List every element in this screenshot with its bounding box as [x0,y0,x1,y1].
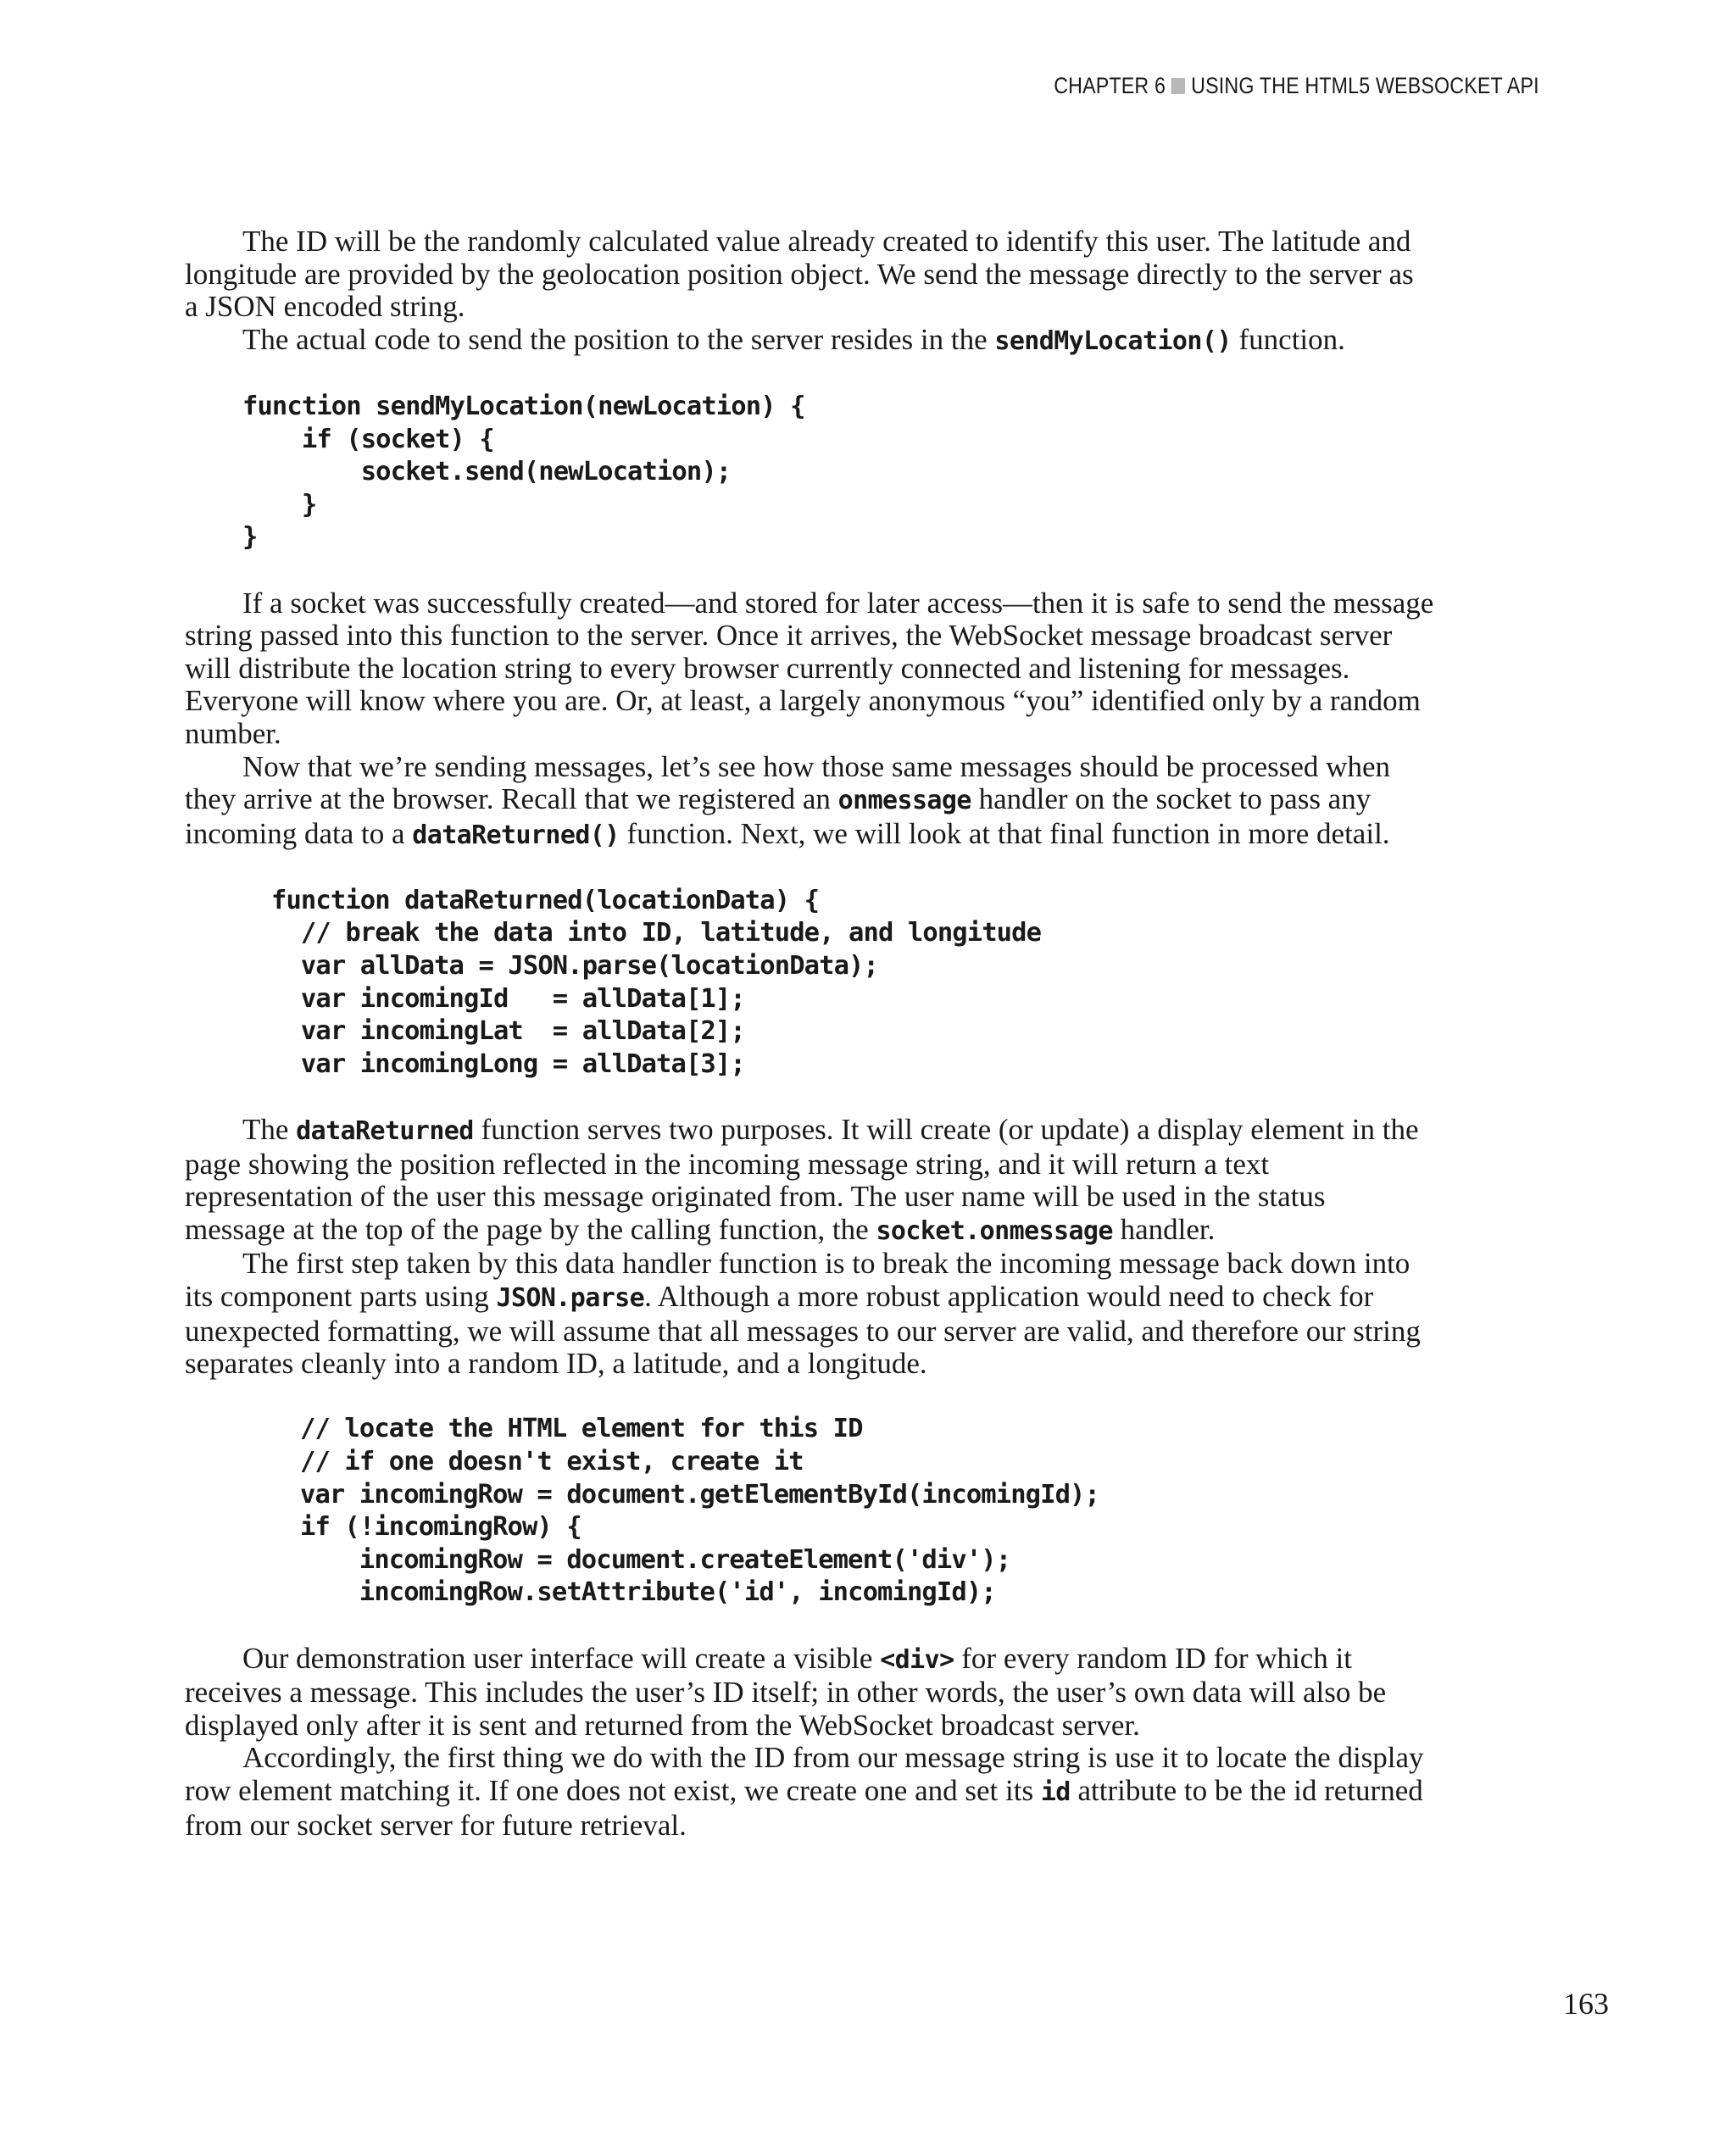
paragraph-accordingly-line3: from our socket server for future retrieval. [185,1808,687,1842]
code-line: // if one doesn't exist, create it [300,1446,804,1476]
paragraph-socket-created-line4: Everyone will know where you are. Or, at least, a largely anonymous “you” identified only by a random [185,684,1421,718]
paragraph-socket-created-line5: number. [185,716,281,750]
paragraph-socket-created-line2: string passed into this function to the server. Once it arrives, the WebSocket message broadcast server [185,619,1393,653]
code-line: incomingRow = document.createElement('div'); [300,1544,1011,1575]
chapter-label: CHAPTER 6 [1054,73,1166,98]
inline-code-dataReturned-fn: dataReturned [296,1116,474,1147]
inline-code-sendMyLocation: sendMyLocation() [994,325,1232,356]
paragraph-demo-ui-line3: displayed only after it is sent and returned from the WebSocket broadcast server. [185,1708,1140,1742]
paragraph-processing: Now that we’re sending messages, let’s see how those same messages should be processed when [242,749,1390,783]
code-block-send [242,391,1541,554]
code-line: var incomingRow = document.getElementById(incomingId); [300,1479,1099,1510]
inline-code-dataReturned: dataReturned() [412,820,620,850]
paragraph-id-explanation: The ID will be the randomly calculated value already created to identify this user. The latitude and [242,225,1411,258]
chapter-title: USING THE HTML5 WEBSOCKET API [1191,73,1539,98]
code-line: // locate the HTML element for this ID [300,1414,863,1444]
inline-code-json-parse: JSON.parse [496,1283,645,1313]
paragraph-two-purposes-line2: page showing the position reflected in the incoming message string, and it will return a text [185,1147,1270,1181]
paragraph-demo-ui: Our demonstration user interface will create a visible <div> for every random ID for which it [242,1641,1352,1675]
paragraph-demo-ui-line2: receives a message. This includes the user’s ID itself; in other words, the user’s own data will also be [185,1676,1387,1710]
code-line: if (socket) { [242,424,494,454]
paragraph-accordingly: Accordingly, the first thing we do with the ID from our message string is use it to locate the display [242,1741,1424,1775]
paragraph-id-explanation-line2: longitude are provided by the geolocation position object. We send the message directly to the server as [185,257,1414,291]
paragraph-first-step-line2: its component parts using JSON.parse. Although a more robust application would need to check for [185,1280,1374,1313]
paragraph-socket-created: If a socket was successfully created—and stored for later access—then it is safe to send the message [242,586,1434,620]
paragraph-two-purposes: The dataReturned function serves two purposes. It will create (or update) a display element in the [242,1113,1419,1147]
code-line: incomingRow.setAttribute('id', incomingId); [300,1577,996,1608]
header-separator [1171,78,1185,94]
code-line: } [242,489,317,520]
code-line: } [242,522,258,553]
page-number: 163 [1563,1987,1609,2021]
code-line: var incomingId = allData[1]; [271,983,745,1014]
paragraph-processing-line2: they arrive at the browser. Recall that we registered an onmessage handler on the socket to pass any [185,782,1372,816]
code-block-locate [300,1413,1541,1610]
code-line: socket.send(newLocation); [242,457,732,487]
code-line: function sendMyLocation(newLocation) { [242,391,805,421]
paragraph-first-step-line4: separates cleanly into a random ID, a latitude, and a longitude. [185,1347,927,1381]
paragraph-accordingly-line2: row element matching it. If one does not exist, we create one and set its id attribute to be the id returned [185,1773,1423,1807]
code-line: var allData = JSON.parse(locationData); [271,951,878,982]
paragraph-two-purposes-line3: representation of the user this message originated from. The user name will be used in the status [185,1180,1326,1214]
inline-code-socket-onmessage: socket.onmessage [876,1215,1113,1246]
running-header [1054,73,1539,99]
inline-code-id: id [1040,1777,1071,1807]
code-line: var incomingLong = allData[3]; [271,1048,745,1079]
code-line: var incomingLat = allData[2]; [271,1016,745,1047]
paragraph-first-step: The first step taken by this data handler function is to break the incoming message back down into [242,1247,1410,1281]
code-block-dataReturned [271,885,1541,1082]
paragraph-socket-created-line3: will distribute the location string to every browser currently connected and listening for messages. [185,651,1350,685]
paragraph-id-explanation-line3: a JSON encoded string. [185,290,465,324]
page-body [185,225,1541,1842]
code-line: // break the data into ID, latitude, and longitude [271,918,1042,948]
code-line: function dataReturned(locationData) { [271,885,820,915]
paragraph-processing-line3: incoming data to a dataReturned() function. Next, we will look at that final function in more detail. [185,816,1390,850]
paragraph-two-purposes-line4: message at the top of the page by the calling function, the socket.onmessage handler. [185,1212,1216,1246]
paragraph-first-step-line3: unexpected formatting, we will assume that all messages to our server are valid, and therefore our string [185,1314,1421,1348]
inline-code-div: <div> [880,1644,954,1675]
code-line: if (!incomingRow) { [300,1512,581,1543]
paragraph-send-function-intro: The actual code to send the position to the server resides in the sendMyLocation() function. [242,322,1345,356]
inline-code-onmessage: onmessage [837,786,971,816]
